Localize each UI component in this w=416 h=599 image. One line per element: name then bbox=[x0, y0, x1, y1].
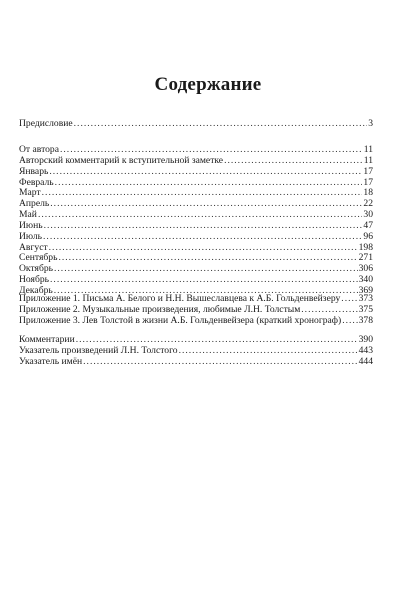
dot-leader bbox=[341, 294, 357, 305]
toc-entry bbox=[19, 167, 373, 178]
dot-leader bbox=[49, 243, 358, 254]
toc-entry-page-number: 373 bbox=[358, 293, 373, 304]
toc-entry bbox=[19, 232, 373, 243]
toc-entry-page-number: 11 bbox=[363, 154, 373, 166]
toc-entry-page-number: 271 bbox=[358, 252, 373, 264]
dot-leader bbox=[179, 346, 358, 357]
toc-entry bbox=[19, 178, 373, 189]
toc-entry bbox=[19, 221, 373, 232]
toc-entry-label: Комментарии bbox=[19, 334, 75, 345]
dot-leader bbox=[44, 221, 363, 232]
toc-entry-label: Авторский комментарий к вступительной заметке bbox=[19, 154, 224, 166]
toc-entry-page-number: 22 bbox=[363, 198, 373, 210]
toc-entry-label: Указатель имён bbox=[19, 355, 83, 367]
toc-group-months bbox=[19, 145, 373, 297]
toc-entry bbox=[19, 253, 373, 264]
dot-leader bbox=[74, 119, 368, 130]
toc-entry-label: Апрель bbox=[19, 198, 50, 210]
page-title: Содержание bbox=[154, 74, 262, 95]
dot-leader bbox=[50, 275, 358, 286]
toc-entry-label: Июль bbox=[19, 230, 43, 242]
toc-entry-page-number: 17 bbox=[363, 176, 373, 188]
toc-group-foreword bbox=[19, 119, 373, 130]
toc-entry bbox=[19, 316, 373, 327]
toc-entry bbox=[19, 156, 373, 167]
toc-entry-label: Приложение 3. Лев Толстой в жизни А.Б. Гольденвейзера (краткий хронограф) bbox=[19, 314, 342, 326]
toc-entry-page-number: 18 bbox=[363, 187, 373, 199]
toc-entry-label: Январь bbox=[19, 165, 49, 177]
dot-leader bbox=[54, 264, 358, 275]
toc-entry bbox=[19, 188, 373, 199]
toc-entry-page-number: 378 bbox=[358, 314, 373, 326]
dot-leader bbox=[342, 316, 357, 327]
toc-group-indexes bbox=[19, 335, 373, 368]
toc-entry-label: Июнь bbox=[19, 219, 43, 231]
toc-entry bbox=[19, 275, 373, 286]
dot-leader bbox=[38, 210, 362, 221]
toc-entry-page-number: 17 bbox=[363, 165, 373, 177]
toc-entry-page-number: 198 bbox=[358, 241, 373, 253]
dot-leader bbox=[50, 199, 362, 210]
dot-leader bbox=[42, 188, 363, 199]
toc-entry-label: Май bbox=[19, 209, 37, 221]
toc-entry-label: Указатель произведений Л.Н. Толстого bbox=[19, 344, 178, 356]
toc-entry-page-number: 3 bbox=[368, 118, 373, 129]
toc-entry-page-number: 96 bbox=[363, 230, 373, 242]
toc-entry bbox=[19, 264, 373, 275]
dot-leader bbox=[55, 178, 363, 189]
toc-entry-label: Декабрь bbox=[19, 284, 53, 296]
toc-entry-page-number: 390 bbox=[358, 334, 373, 345]
toc-entry bbox=[19, 243, 373, 254]
dot-leader bbox=[43, 232, 362, 243]
toc-entry bbox=[19, 199, 373, 210]
toc-entry-page-number: 444 bbox=[358, 355, 373, 367]
toc-entry-label: От автора bbox=[19, 144, 59, 155]
toc-entry-label: Приложение 2. Музыкальные произведения, любимые Л.Н. Толстым bbox=[19, 303, 301, 315]
toc-entry-label: Приложение 1. Письма А. Белого и Н.Н. Вышеславцева к А.Б. Гольденвейзеру bbox=[19, 293, 341, 304]
dot-leader bbox=[224, 156, 363, 167]
toc-entry bbox=[19, 357, 373, 368]
dot-leader bbox=[58, 253, 357, 264]
toc-entry-label: Ноябрь bbox=[19, 274, 50, 286]
toc-entry-label: Февраль bbox=[19, 176, 54, 188]
toc-entry-page-number: 47 bbox=[363, 219, 373, 231]
toc-entry-page-number: 375 bbox=[358, 303, 373, 315]
dot-leader bbox=[83, 357, 357, 368]
toc-entry-label: Октябрь bbox=[19, 263, 53, 275]
toc-entry-label: Август bbox=[19, 241, 48, 253]
toc-entry-page-number: 30 bbox=[363, 209, 373, 221]
toc-entry-label: Март bbox=[19, 187, 41, 199]
toc-entry-page-number: 306 bbox=[358, 263, 373, 275]
toc-group-appendices bbox=[19, 294, 373, 327]
toc-entry-page-number: 11 bbox=[363, 144, 373, 155]
toc-entry bbox=[19, 210, 373, 221]
toc-entry bbox=[19, 119, 373, 130]
dot-leader bbox=[49, 167, 362, 178]
toc-entry-label: Сентябрь bbox=[19, 252, 58, 264]
toc-entry-page-number: 443 bbox=[358, 344, 373, 356]
toc-entry-label: Предисловие bbox=[19, 118, 73, 129]
toc-entry-page-number: 340 bbox=[358, 274, 373, 286]
toc-entry-page-number: 369 bbox=[358, 284, 373, 296]
